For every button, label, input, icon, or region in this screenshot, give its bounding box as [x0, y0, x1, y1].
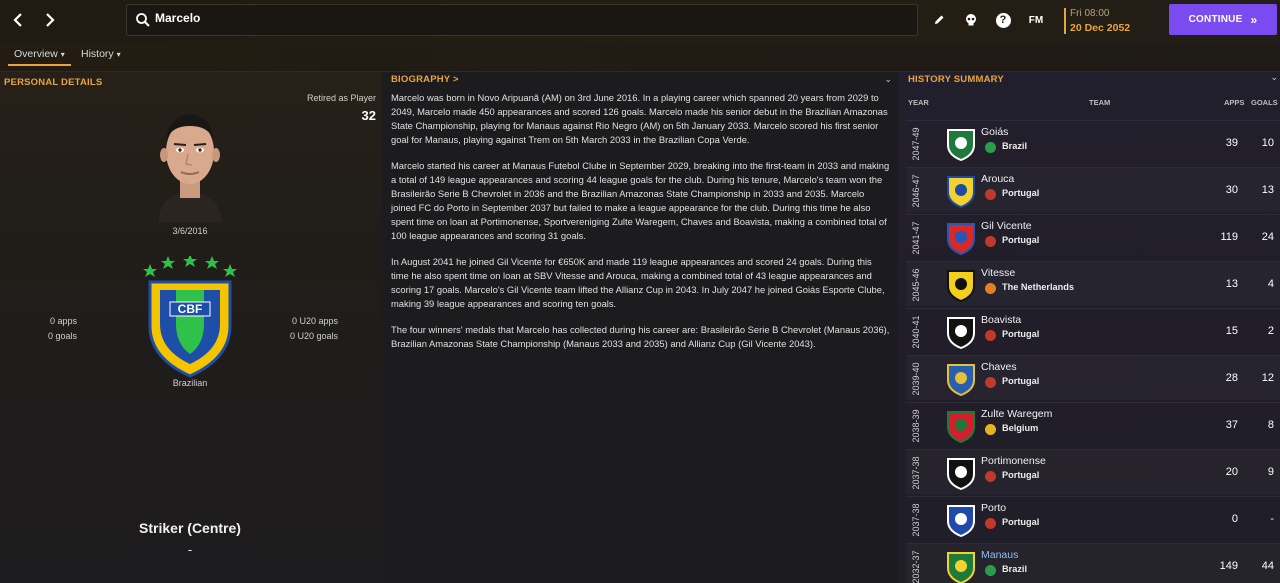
vitesse-crest-icon: [944, 268, 978, 302]
club-country[interactable]: Portugal: [1002, 235, 1040, 245]
chevron-down-icon: ▾: [60, 50, 65, 59]
history-row[interactable]: [906, 496, 1280, 541]
chaves-crest-icon: [944, 362, 978, 396]
double-chevron-right-icon: »: [1250, 12, 1258, 27]
col-year: YEAR: [908, 98, 929, 107]
nation-flag-icon: [985, 471, 996, 482]
club-name[interactable]: Goiás: [981, 126, 1009, 138]
chevron-down-icon: ▾: [116, 50, 121, 59]
help-button[interactable]: [994, 11, 1012, 29]
col-apps: APPS: [1224, 98, 1245, 107]
club-country[interactable]: Portugal: [1002, 329, 1040, 339]
club-name[interactable]: Vitesse: [981, 267, 1016, 279]
forward-icon: [38, 8, 62, 32]
club-country[interactable]: Belgium: [1002, 423, 1039, 433]
history-row[interactable]: [906, 402, 1280, 447]
year-cell: [910, 356, 922, 401]
apps-cell: 15: [1225, 325, 1238, 337]
col-team: TEAM: [1089, 98, 1111, 107]
arouca-crest-icon: [944, 174, 978, 208]
player-face-image: [140, 100, 240, 222]
back-button[interactable]: [6, 8, 30, 32]
goals-cell: 9: [1267, 466, 1274, 478]
bio-paragraph: In August 2041 he joined Gil Vicente for €650K and made 119 league appearances and scored 24 goals. During this time he also spent time on loan at SBV Vitesse and Arouca, making a combined total of 43 league appearances and scoring 17 goals. Marcelo's Gil Vicente team lifted the Allianz Cup in 2043. In July 2047 he joined Goiás Esporte Clube, making 39 league appearances and scoring ten goals.: [391, 256, 885, 309]
nation-flag-icon: [985, 330, 996, 341]
senior-apps: 0 apps: [49, 316, 77, 326]
retired-number: 32: [361, 108, 376, 123]
goals-cell: 10: [1261, 137, 1274, 149]
club-name[interactable]: Chaves: [981, 361, 1017, 373]
nation-flag-icon: [985, 565, 996, 576]
personal-details-title: PERSONAL DETAILS: [4, 77, 103, 88]
club-country[interactable]: Portugal: [1002, 517, 1040, 527]
club-country[interactable]: Portugal: [1002, 188, 1040, 198]
year-label: 2037-38: [911, 455, 921, 490]
year-cell: [910, 403, 922, 448]
history-summary-panel: [898, 72, 1280, 583]
year-cell: [910, 121, 922, 166]
porto-crest-icon: [944, 503, 978, 537]
goals-cell: 2: [1267, 325, 1274, 337]
goals-cell: 4: [1267, 278, 1274, 290]
portimonense-crest-icon: [944, 456, 978, 490]
bio-paragraph: Marcelo started his career at Manaus Futebol Clube in September 2029, breaking into the first-team in 2033 and making a total of 149 league appearances and scoring 44 league goals for the club. During his tenure, Marcelo's team won the Brasileirão Serie B Chevrolet in 2036 and the Brazilian Amazonas State Championship in 2033 and 2035. Marcelo joined FC do Porto in September 2037 but failed to make a league appearance for the club. During this time he also spent time on loan at Portimonense, Sportvereniging Zulte Waregem, Chaves and Boavista, making a combined total of 100 league appearances and scoring 31 goals.: [391, 160, 890, 241]
history-row[interactable]: [906, 261, 1280, 306]
cbf-badge-icon: [140, 256, 240, 378]
help-icon: ?: [996, 13, 1011, 28]
biography-title[interactable]: BIOGRAPHY >: [391, 74, 459, 85]
tab-history-label: History: [81, 48, 114, 60]
club-name[interactable]: Manaus: [981, 549, 1019, 561]
fm-menu-button[interactable]: [1024, 11, 1048, 29]
year-label: 2047-49: [911, 126, 921, 161]
gil-vicente-crest-icon: [944, 221, 978, 255]
goals-cell: 12: [1261, 372, 1274, 384]
biography-text: [391, 91, 891, 364]
sub-navigation: [0, 42, 1280, 72]
year-label: 2045-46: [911, 267, 921, 302]
history-row[interactable]: [906, 355, 1280, 400]
nation-flag-icon: [985, 142, 996, 153]
club-name[interactable]: Zulte Waregem: [981, 408, 1053, 420]
top-bar: [0, 0, 1280, 42]
year-cell: [910, 450, 922, 495]
club-name[interactable]: Boavista: [981, 314, 1022, 326]
apps-cell: 149: [1219, 560, 1238, 572]
chevron-down-icon[interactable]: ⌄: [1270, 72, 1278, 82]
club-country[interactable]: The Netherlands: [1002, 282, 1074, 292]
u20-goals: 0 U20 goals: [289, 331, 338, 341]
history-row[interactable]: [906, 120, 1280, 165]
search-input[interactable]: [155, 7, 855, 29]
search-box[interactable]: [126, 4, 918, 36]
club-country[interactable]: Portugal: [1002, 470, 1040, 480]
biography-panel: [382, 72, 898, 583]
edit-button[interactable]: [930, 11, 948, 29]
zulte-waregem-crest-icon: [944, 409, 978, 443]
goals-cell: 13: [1261, 184, 1274, 196]
goals-cell: 24: [1261, 231, 1274, 243]
club-country[interactable]: Portugal: [1002, 376, 1040, 386]
game-date: [1064, 6, 1154, 36]
pencil-icon: [933, 14, 945, 26]
back-icon: [6, 8, 30, 32]
apps-cell: 20: [1225, 466, 1238, 478]
player-position: Striker (Centre): [139, 520, 241, 536]
history-row[interactable]: [906, 449, 1280, 494]
apps-cell: 30: [1225, 184, 1238, 196]
year-label: 2041-47: [911, 220, 921, 255]
fm-logo: FM: [1028, 14, 1044, 26]
senior-goals: 0 goals: [47, 331, 77, 341]
skull-button[interactable]: [962, 11, 980, 29]
nation-flag-icon: [985, 236, 996, 247]
date-accent-bar: [1064, 8, 1066, 34]
tab-overview-label: Overview: [14, 48, 58, 60]
club-country[interactable]: Brazil: [1002, 141, 1028, 151]
year-cell: [910, 215, 922, 260]
history-row[interactable]: [906, 543, 1280, 583]
col-goals: GOALS: [1251, 98, 1278, 107]
year-label: 2039-40: [911, 361, 921, 396]
history-row[interactable]: [906, 308, 1280, 353]
retired-label: Retired as Player: [306, 93, 376, 103]
goias-crest-icon: [944, 127, 978, 161]
boavista-crest-icon: [944, 315, 978, 349]
year-label: 2038-39: [911, 408, 921, 443]
year-cell: [910, 168, 922, 213]
continue-button[interactable]: [1169, 4, 1277, 35]
continue-label: CONTINUE: [1188, 14, 1243, 25]
badge-label: CBF: [177, 302, 203, 316]
nation-flag-icon: [985, 283, 996, 294]
year-cell: [910, 497, 922, 542]
club-country[interactable]: Brazil: [1002, 564, 1028, 574]
tab-overview[interactable]: [14, 48, 65, 60]
forward-button[interactable]: [38, 8, 62, 32]
bio-paragraph: Marcelo was born in Novo Aripuanã (AM) on 3rd June 2016. In a playing career which spanned 20 years from 2029 to 2049, Marcelo made 450 appearances and scored 126 goals. Marcelo made his senior debut in the Brazilian Amazonas State Championship, playing for Manaus against Rio Negro (AM) on 5th January 2033. Marcelo scored his first senior goal for Manaus, playing against Trem on 5th March 2033 in the Brazilian Copa Verde.: [391, 92, 888, 145]
year-cell: [910, 544, 922, 583]
goals-cell: 8: [1267, 419, 1274, 431]
player-position-sub: -: [187, 542, 193, 557]
year-label: 2046-47: [911, 173, 921, 208]
date-of-birth: 3/6/2016: [172, 226, 208, 236]
tab-history[interactable]: [81, 48, 121, 60]
club-name[interactable]: Arouca: [981, 173, 1015, 185]
manaus-crest-icon: [944, 550, 978, 583]
nation-flag-icon: [985, 377, 996, 388]
year-label: 2037-38: [911, 502, 921, 537]
apps-cell: 39: [1225, 137, 1238, 149]
nation-flag-icon: [985, 189, 996, 200]
club-name[interactable]: Porto: [981, 502, 1007, 514]
history-summary-title: HISTORY SUMMARY: [908, 74, 1004, 85]
date-full: 20 Dec 2052: [1070, 22, 1131, 34]
skull-icon: [964, 13, 978, 27]
nationality-label: Brazilian: [172, 378, 208, 388]
goals-cell: -: [1270, 513, 1274, 525]
year-label: 2032-37: [911, 549, 921, 583]
apps-cell: 13: [1225, 278, 1238, 290]
goals-cell: 44: [1261, 560, 1274, 572]
club-name[interactable]: Gil Vicente: [981, 220, 1032, 232]
club-name[interactable]: Portimonense: [981, 455, 1046, 467]
nation-flag-icon: [985, 424, 996, 435]
apps-cell: 0: [1231, 513, 1238, 525]
history-row[interactable]: [906, 167, 1280, 212]
year-cell: [910, 262, 922, 307]
personal-details-panel: [0, 72, 382, 583]
year-label: 2040-41: [911, 314, 921, 349]
date-day-time: Fri 08:00: [1070, 8, 1110, 19]
apps-cell: 37: [1225, 419, 1238, 431]
nation-flag-icon: [985, 518, 996, 529]
year-cell: [910, 309, 922, 354]
apps-cell: 28: [1225, 372, 1238, 384]
chevron-down-icon[interactable]: ⌄: [884, 74, 892, 84]
apps-cell: 119: [1220, 231, 1238, 243]
bio-paragraph: The four winners' medals that Marcelo has collected during his career are: Brasileirão Serie B Chevrolet (Manaus 2036), Brazilian Amazonas State Championship (Manaus 2033 and 2035) and Allianz Cup (Gil Vicente 2043).: [391, 324, 890, 350]
u20-apps: 0 U20 apps: [291, 316, 338, 326]
search-icon: [135, 12, 151, 28]
history-row[interactable]: [906, 214, 1280, 259]
